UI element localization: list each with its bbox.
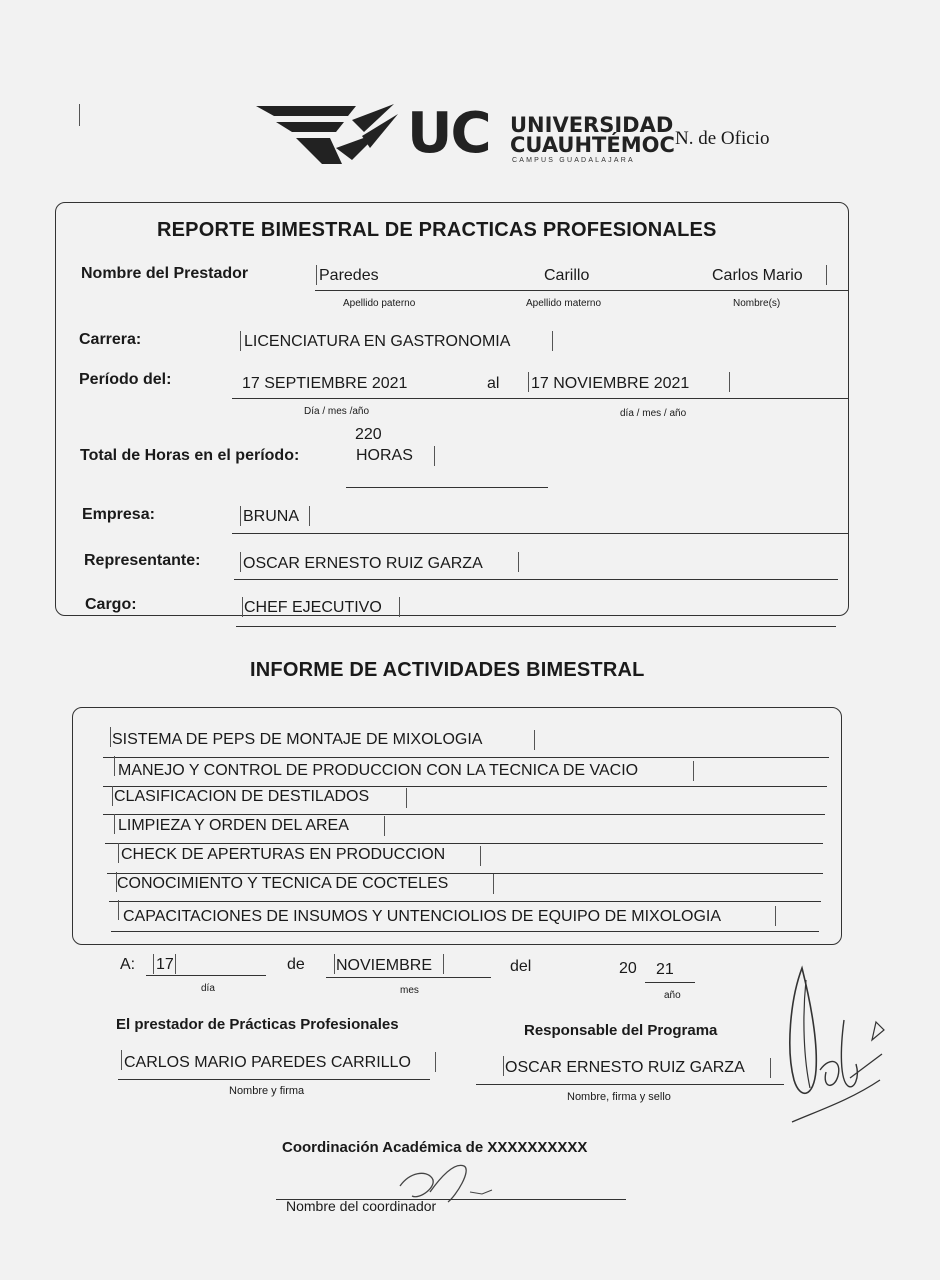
cargo-field[interactable]: CHEF EJECUTIVO — [244, 599, 382, 616]
oficio-label: N. de Oficio — [675, 128, 770, 149]
empresa-field[interactable]: BRUNA — [243, 508, 300, 525]
carrera-field[interactable]: LICENCIATURA EN GASTRONOMIA — [244, 333, 511, 350]
horas-label: Total de Horas en el período: — [80, 447, 300, 464]
activity-item[interactable]: LIMPIEZA Y ORDEN DEL AREA — [118, 817, 349, 834]
representante-field[interactable]: OSCAR ERNESTO RUIZ GARZA — [243, 555, 483, 572]
responsable-name-caption: Nombre, firma y sello — [567, 1091, 671, 1103]
eagle-logo-icon — [252, 102, 400, 168]
responsable-signature-scribble — [780, 960, 890, 1130]
date-month-field[interactable]: NOVIEMBRE — [336, 957, 433, 974]
prestador-label: Nombre del Prestador — [81, 265, 249, 282]
coordinacion-title: Coordinación Académica de XXXXXXXXXX — [282, 1139, 588, 1156]
activity-item[interactable]: CONOCIMIENTO Y TECNICA DE COCTELES — [117, 875, 449, 892]
date-year-caption: año — [664, 990, 681, 1001]
periodo-al-label: al — [487, 375, 500, 392]
campus-name: CAMPUS GUADALAJARA — [512, 157, 635, 164]
horas-value-unit[interactable]: HORAS — [356, 447, 413, 464]
date-year-prefix: 20 — [619, 960, 637, 977]
apellido-materno-field[interactable]: Carillo — [544, 267, 590, 284]
university-name-line2: CUAUHTÉMOC — [510, 133, 675, 157]
activity-item[interactable]: CLASIFICACION DE DESTILADOS — [114, 788, 370, 805]
date-month-caption: mes — [400, 985, 419, 996]
activity-item[interactable]: CAPACITACIONES DE INSUMOS Y UNTENCIOLIOS DE EQUIPO DE MIXOLOGIA — [123, 908, 722, 925]
activity-item[interactable]: SISTEMA DE PEPS DE MONTAJE DE MIXOLOGIA — [112, 731, 483, 748]
representante-label: Representante: — [84, 552, 201, 569]
periodo-hasta-field[interactable]: 17 NOVIEMBRE 2021 — [531, 375, 690, 392]
date-year-field[interactable]: 21 — [656, 961, 674, 978]
periodo-label: Período del: — [79, 371, 172, 388]
date-day-caption: día — [201, 983, 215, 994]
horas-value-number[interactable]: 220 — [355, 426, 382, 443]
date-del-label: del — [510, 958, 532, 975]
activity-item[interactable]: MANEJO Y CONTROL DE PRODUCCION CON LA TECNICA DE VACIO — [118, 762, 639, 779]
carrera-label: Carrera: — [79, 331, 142, 348]
coordinador-caption: Nombre del coordinador — [286, 1198, 437, 1214]
activities-title: INFORME DE ACTIVIDADES BIMESTRAL — [250, 659, 645, 681]
apellido-paterno-field[interactable]: Paredes — [319, 267, 379, 284]
margin-mark — [79, 104, 80, 126]
date-a-label: A: — [120, 956, 136, 973]
nombres-caption: Nombre(s) — [733, 298, 781, 309]
empresa-label: Empresa: — [82, 506, 155, 523]
date-day-field[interactable]: 17 — [156, 956, 174, 973]
nombres-field[interactable]: Carlos Mario — [712, 267, 803, 284]
periodo-desde-caption: Día / mes /año — [304, 406, 370, 417]
responsable-name-field[interactable]: OSCAR ERNESTO RUIZ GARZA — [505, 1059, 745, 1076]
apellido-paterno-caption: Apellido paterno — [343, 298, 416, 309]
periodo-hasta-caption: día / mes / año — [620, 408, 687, 419]
report-title: REPORTE BIMESTRAL DE PRACTICAS PROFESIONALES — [157, 219, 717, 241]
activity-item[interactable]: CHECK DE APERTURAS EN PRODUCCION — [121, 846, 446, 863]
responsable-signature-title: Responsable del Programa — [524, 1022, 718, 1039]
apellido-materno-caption: Apellido materno — [526, 298, 602, 309]
prestador-name-field[interactable]: CARLOS MARIO PAREDES CARRILLO — [124, 1054, 411, 1071]
university-name-line1: UNIVERSIDAD — [510, 113, 674, 137]
prestador-name-caption: Nombre y firma — [229, 1085, 305, 1097]
cargo-label: Cargo: — [85, 596, 137, 613]
logo-mark: UC — [407, 101, 490, 166]
date-de-label: de — [287, 956, 305, 973]
prestador-signature-title: El prestador de Prácticas Profesionales — [116, 1016, 399, 1033]
periodo-desde-field[interactable]: 17 SEPTIEMBRE 2021 — [242, 375, 408, 392]
